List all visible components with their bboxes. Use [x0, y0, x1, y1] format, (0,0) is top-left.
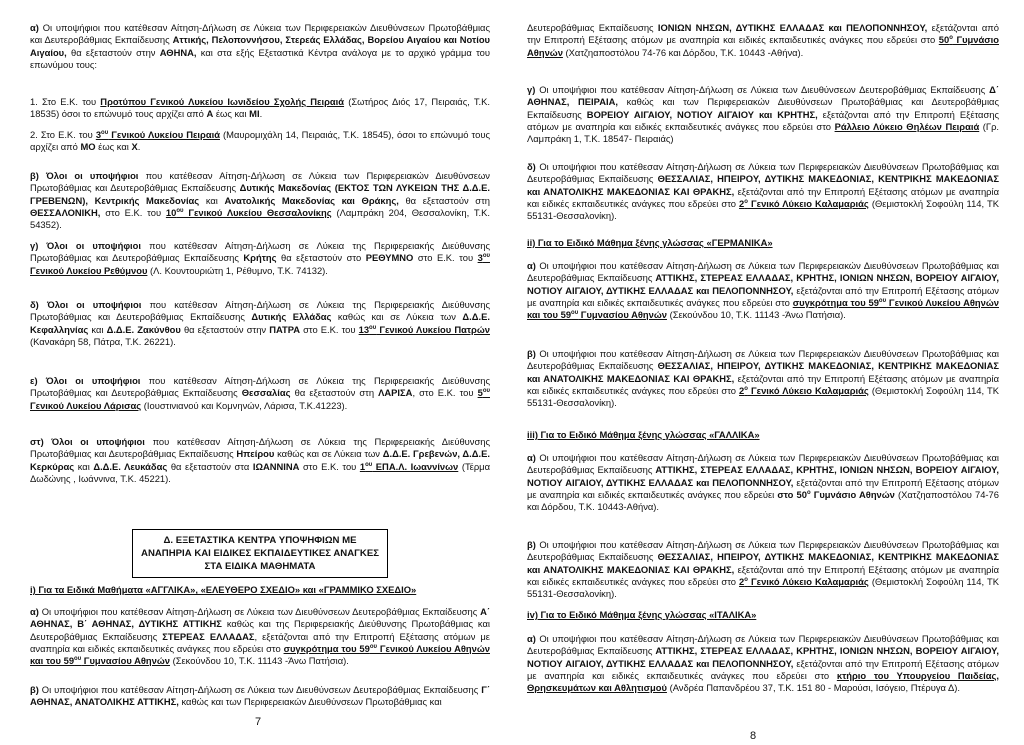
text: εξετάζονται από την Επιτροπή Εξέτασης ατόμων με αναπηρία και ειδικές εκπαιδευτικές ανάγκες που εδρεύει στο	[527, 372, 999, 396]
sub-i-paragraph-a	[30, 606, 490, 667]
text: Γενικό Λύκειο Καλαμαριάς	[747, 197, 869, 209]
bold-text: Δ΄ ΑΘΗΝΑΣ, ΠΕΙΡΑΙΑ,	[527, 84, 999, 108]
text: Γυμνάσιο Αθηνών	[810, 488, 895, 500]
venue-name	[739, 385, 869, 396]
text: συγκρότημα του 59	[283, 642, 370, 654]
text: (Σωτήρος Διός 17, Πειραιάς, Τ.Κ. 18535) όσοι το επώνυμό τους αρχίζει από	[30, 96, 491, 120]
text: 13	[358, 323, 370, 335]
superscript: ου	[369, 643, 377, 650]
text: που κατέθεσαν Αίτηση-Δήλωση σε Λύκεια της Περιφερειακής Διεύθυνσης Πρωτοβάθμιας και Δευτεροβάθμιας Εκπαίδευσης	[30, 240, 490, 264]
bold-text: ΙΟΝΙΩΝ ΝΗΣΩΝ, ΔΥΤΙΚΗΣ ΕΛΛΑΔΑΣ και ΠΕΛΟΠΟΝΝΗΣΟΥ,	[657, 22, 928, 33]
text: καθώς και της Περιφερειακής Διεύθυνσης Πρωτοβάθμιας και Δευτεροβάθμιας Εκπαίδευσης	[30, 618, 490, 642]
text: και στα εξής Εξεταστικά Κέντρα ανάλογα με το αρχικό γράμμα του επωνύμου τους:	[30, 46, 490, 70]
superscript: ου	[101, 129, 109, 136]
paragraph-st-ioannina	[30, 436, 490, 485]
text: (Θεμιστοκλή Σοφούλη 114, ΤΚ 55131-Θεσσαλονίκη).	[527, 575, 999, 600]
superscript: ου	[176, 207, 184, 214]
paragraph-marker: β)	[527, 539, 536, 550]
paragraph-g-piraeus	[527, 84, 999, 145]
paragraph-marker: ε) Όλοι οι υποψήφιοι	[30, 375, 141, 386]
text: θα εξεταστούν στην	[180, 323, 270, 335]
bold-text: ΑΤΤΙΚΗΣ, ΣΤΕΡΕΑΣ ΕΛΛΑΔΑΣ, ΚΡΗΤΗΣ, ΙΟΝΙΩΝ ΝΗΣΩΝ, ΒΟΡΕΙΟΥ ΑΙΓΑΙΟΥ, ΝΟΤΙΟΥ ΑΙΓΑΙΟΥ, ΔΥΤΙΚΗΣ ΕΛΛΑΔΑΣ και ΠΕΛΟΠΟΝΝΗΣΟΥ,	[527, 645, 999, 669]
bold-text: Γ΄ ΑΘΗΝΑΣ, ΑΝΑΤΟΛΙΚΗΣ ΑΤΤΙΚΗΣ,	[30, 684, 490, 708]
text: .	[259, 108, 263, 120]
text: Δευτεροβάθμιας Εκπαίδευσης	[527, 22, 658, 33]
text: 5	[477, 387, 483, 399]
bold-text: Α	[206, 108, 214, 120]
sub-iii-paragraph-b	[527, 539, 999, 600]
section-heading: Δ. ΕΞΕΤΑΣΤΙΚΑ ΚΕΝΤΡΑ ΥΠΟΨΗΦΙΩΝ ΜΕ ΑΝΑΠΗΡΙΑ ΚΑΙ ΕΙΔΙΚΕΣ ΕΚΠΑΙΔΕΥΤΙΚΕΣ ΑΝΑΓΚΕΣ ΣΤΑ ΕΙΔΙΚΑ ΜΑΘΗΜΑΤΑ	[141, 535, 379, 572]
paragraph-marker: δ) Όλοι οι υποψήφιοι	[30, 299, 142, 310]
text: , στο Ε.Κ. του	[412, 387, 478, 399]
text: Γενικού Λυκείου Αθηνών και του 59	[527, 296, 999, 321]
text: (Ιουστινιανού και Κομνηνών, Λάρισα, Τ.Κ.41223).	[141, 399, 348, 411]
text: καθώς και των Περιφερειακών Διευθύνσεων Πρωτοβάθμιας και Δευτεροβάθμιας Εκπαίδευσης	[527, 96, 999, 120]
venue-name	[777, 489, 895, 500]
subsection-title-iv: iv) Για το Ειδικό Μάθημα ξένης γλώσσας «ΙΤΑΛΙΚΑ»	[527, 609, 757, 620]
text: (Λ. Κουντουριώτη 1, Ρέθυμνο, Τ.Κ. 74132).	[147, 264, 328, 276]
bold-text: ΒΟΡΕΙΟΥ ΑΙΓΑΙΟΥ, ΝΟΤΙΟΥ ΑΙΓΑΙΟΥ και ΚΡΗΤΗΣ,	[586, 108, 818, 120]
text: θα εξεταστούν στη	[398, 194, 490, 206]
text: Γενικό Λύκειο Καλαμαριάς	[747, 384, 869, 396]
bold-text: Κρήτης	[243, 252, 277, 264]
paragraph-marker: α)	[30, 22, 39, 33]
text: και	[199, 194, 225, 206]
school-name	[360, 461, 458, 472]
text: που κατέθεσαν Αίτηση-Δήλωση σε Λύκεια της Περιφερειακής Διεύθυνσης Πρωτοβάθμιας και Δευτεροβάθμιας Εκπαίδευσης	[30, 299, 490, 323]
page-number: 8	[750, 730, 757, 742]
bold-text: Δ.Δ.Ε. Γρεβενών, Δ.Δ.Ε. Κερκύρας	[30, 448, 490, 472]
superscript: ου	[878, 297, 887, 304]
text: στο Ε.Κ. του	[100, 206, 166, 218]
text: Οι υποψήφιοι που κατέθεσαν Αίτηση-Δήλωση σε Λύκεια των Διευθύνσεων Δευτεροβάθμιας Εκπαίδευσης	[38, 684, 482, 695]
bold-text: ΣΤΕΡΕΑΣ ΕΛΛΑΔΑΣ	[162, 630, 255, 642]
school-name	[96, 129, 220, 140]
subsection-title-ii: ii) Για το Ειδικό Μάθημα ξένης γλώσσας «ΓΕΡΜΑΝΙΚΑ»	[527, 237, 773, 248]
text: εξετάζονται από την Επιτροπή Εξέτασης ατόμων με αναπηρία και ειδικές εκπαιδευτικές ανάγκες που εδρεύει	[527, 476, 999, 500]
paragraph-b-thessaloniki	[30, 170, 490, 231]
text: , εξετάζονται από την Επιτροπή Εξέτασης ατόμων με αναπηρία και ειδικές εκπαιδευτικές ανάγκες που εδρεύει στο	[30, 630, 490, 654]
text: Γυμνασίου Αθηνών	[578, 309, 667, 321]
paragraph-marker: β)	[527, 348, 536, 359]
sub-iv-paragraph-a	[527, 633, 999, 694]
text: (Σεκούνδου 10, Τ.Κ. 11143 -Άνω Πατήσια).	[666, 309, 846, 321]
continuation-paragraph	[527, 22, 999, 59]
text: και	[74, 460, 94, 472]
text: Γενικό Λύκειο Καλαμαριάς	[747, 575, 869, 587]
venue-name: Ράλλειο Λύκειο Θηλέων Πειραιά	[834, 120, 980, 132]
text: στο Ε.Κ. του	[413, 252, 478, 264]
bold-text: ΑΘΗΝΑ,	[159, 46, 197, 58]
text: στο 50	[777, 488, 807, 500]
bold-text: Δ.Δ.Ε. Κεφαλληνίας	[30, 311, 490, 335]
text: που κατέθεσαν Αίτηση-Δήλωση σε Λύκεια της Περιφερειακής Διεύθυνσης Πρωτοβάθμιας και Δευτεροβάθμιας Εκπαίδευσης	[30, 375, 490, 399]
text: 2	[739, 197, 745, 209]
venue-name	[739, 576, 869, 587]
paragraph-marker: α)	[30, 606, 39, 617]
text: εξετάζονται από την Επιτροπή Εξέτασης ατόμων με αναπηρία και ειδικές εκπαιδευτικές ανάγκες που εδρεύει στο	[527, 563, 999, 587]
text: (Θεμιστοκλή Σοφούλη 114, ΤΚ 55131-Θεσσαλονίκη).	[527, 384, 999, 409]
text: (Τέρμα Δωδώνης , Ιωάννινα, Τ.Κ. 45221).	[30, 460, 490, 484]
text: 50	[938, 34, 950, 46]
bold-text: Ηπείρου	[236, 448, 275, 460]
text: 1	[359, 460, 366, 472]
subsection-title-i: i) Για τα Ειδικά Μαθήματα «ΑΓΓΛΙΚΑ», «ΕΛΕΥΘΕΡΟ ΣΧΕΔΙΟ» και «ΓΡΑΜΜΙΚΟ ΣΧΕΔΙΟ»	[30, 584, 417, 595]
paragraph-marker: α)	[527, 633, 536, 644]
paragraph-marker: α)	[527, 260, 536, 271]
text: (Μαυρομιχάλη 14, Πειραιάς, Τ.Κ. 18545), όσοι το επώνυμό τους αρχίζει από	[30, 129, 490, 153]
text: θα εξεταστούν στο	[276, 252, 366, 264]
bold-text: ΜΙ	[249, 108, 260, 120]
text: συγκρότημα του 59	[792, 296, 879, 308]
text: και	[88, 323, 107, 335]
paragraph-d-patra	[30, 299, 490, 348]
text: 3	[477, 252, 483, 264]
school-name	[166, 207, 332, 218]
superscript: ο	[949, 35, 953, 42]
text: Οι υποψήφιοι που κατέθεσαν Αίτηση-Δήλωση σε Λύκεια των Περιφερειακών Διευθύνσεων Πρωτοβάθμιας και Δευτεροβάθμιας Εκπαίδευσης	[527, 452, 999, 476]
text: Οι υποψήφιοι που κατέθεσαν Αίτηση-Δήλωση σε Λύκεια των Περιφερειακών Διευθύνσεων Πρωτοβάθμιας και Δευτεροβάθμιας Εκπαίδευσης	[527, 348, 999, 372]
paragraph-a-athens	[30, 22, 490, 71]
text: θα εξεταστούν στη	[290, 387, 379, 399]
sub-iii-paragraph-a	[527, 452, 999, 513]
bold-text: ΘΕΣΣΑΛΙΑΣ, ΗΠΕΙΡΟΥ, ΔΥΤΙΚΗΣ ΜΑΚΕΔΟΝΙΑΣ, ΚΕΝΤΡΙΚΗΣ ΜΑΚΕΔΟΝΙΑΣ και ΑΝΑΤΟΛΙΚΗΣ ΜΑΚΕΔΟΝΙΑΣ ΚΑΙ ΘΡΑΚΗΣ,	[527, 360, 1000, 384]
page-right	[512, 0, 1024, 745]
text: Γενικού Λυκείου Αθηνών και του 59	[30, 642, 490, 667]
bold-text: ΘΕΣΣΑΛΙΑΣ, ΗΠΕΙΡΟΥ, ΔΥΤΙΚΗΣ ΜΑΚΕΔΟΝΙΑΣ, ΚΕΝΤΡΙΚΗΣ ΜΑΚΕΔΟΝΙΑΣ και ΑΝΑΤΟΛΙΚΗΣ ΜΑΚΕΔΟΝΙΑΣ ΚΑΙ ΘΡΑΚΗΣ,	[527, 173, 1000, 197]
text: Γενικού Λυκείου Πατρών	[376, 323, 490, 335]
text: Οι υποψήφιοι που κατέθεσαν Αίτηση-Δήλωση σε Λύκεια των Περιφερειακών Διευθύνσεων Πρωτοβάθμιας και Δευτεροβάθμιας Εκπαίδευσης	[527, 633, 999, 657]
text: Γυμνάσιο Αθηνών	[527, 34, 999, 58]
paragraph-g-rethymno	[30, 240, 490, 277]
superscript: ου	[365, 461, 373, 468]
bold-text: ΡΕΘΥΜΝΟ	[365, 252, 414, 264]
text: (Θεμιστοκλή Σοφούλη 114, ΤΚ 55131-Θεσσαλονίκη).	[527, 197, 999, 222]
text: Γενικού Λυκείου Λάρισας	[30, 399, 142, 411]
text: Γενικού Λυκείου Θεσσαλονίκης	[183, 206, 332, 218]
text: καθώς και των Περιφερειακών Διευθύνσεων Πρωτοβάθμιας και	[178, 696, 442, 708]
text: στο Ε.Κ. του	[300, 323, 359, 335]
paragraph-marker: δ)	[527, 161, 536, 172]
text: που κατέθεσαν Αίτηση-Δήλωση σε Λύκεια των Περιφερειακών Διευθύνσεων Πρωτοβάθμιας και Δευτεροβάθμιας Εκπαίδευσης	[30, 170, 490, 194]
text: (Γρ. Λαμπράκη 1, Τ.Κ. 18547- Πειραιάς)	[527, 120, 1000, 145]
paragraph-d-kalamaria	[527, 161, 999, 222]
paragraph-e-larisa	[30, 375, 490, 412]
bold-text: Ανατολικής Μακεδονίας και Θράκης,	[224, 194, 399, 206]
school-name: Προτύπου Γενικού Λυκείου Ιωνιδείου Σχολής Πειραιά	[100, 96, 345, 107]
text: 2	[739, 575, 745, 587]
text: στο Ε.Κ. του	[299, 460, 360, 472]
superscript: ου	[369, 324, 377, 331]
subsection-title-iii: iii) Για το Ειδικό Μάθημα ξένης γλώσσας «ΓΑΛΛΙΚΑ»	[527, 429, 760, 440]
text: εξετάζονται από την Επιτροπή Εξέτασης ατόμων με αναπηρία και ειδικές εκπαιδευτικές ανάγκες που εδρεύει στο	[527, 108, 1000, 132]
item-2-piraeus	[30, 129, 490, 154]
text: Οι υποψήφιοι που κατέθεσαν Αίτηση-Δήλωση σε Λύκεια των Περιφερειακών Διευθύνσεων Πρωτοβάθμιας και Δευτεροβάθμιας Εκπαίδευσης	[527, 260, 999, 284]
text: καθώς και σε Λύκεια των	[331, 311, 463, 323]
bold-text: Χ	[131, 141, 138, 153]
text: εξετάζονται από την Επιτροπή Εξέτασης ατόμων με αναπηρία και ειδικές εκπαιδευτικές ανάγκες που εδρεύει στο	[527, 185, 999, 209]
text: (Ανδρέα Παπανδρέου 37, Τ.Κ. 151 80 - Μαρούσι, Ισόγειο, Πτέρυγα Δ).	[666, 682, 961, 694]
bold-text: ΑΤΤΙΚΗΣ, ΣΤΕΡΕΑΣ ΕΛΛΑΔΑΣ, ΚΡΗΤΗΣ, ΙΟΝΙΩΝ ΝΗΣΩΝ, ΒΟΡΕΙΟΥ ΑΙΓΑΙΟΥ, ΝΟΤΙΟΥ ΑΙΓΑΙΟΥ, ΔΥΤΙΚΗΣ ΕΛΛΑΔΑΣ και ΠΕΛΟΠΟΝΝΗΣΟΥ,	[527, 464, 999, 488]
text: 10	[165, 206, 177, 218]
paragraph-marker: β)	[30, 684, 39, 695]
superscript: ο	[744, 198, 748, 205]
bold-text: Δ.Δ.Ε. Λευκάδας	[93, 460, 168, 472]
sub-i-paragraph-b	[30, 684, 490, 709]
bold-text: ΘΕΣΣΑΛΟΝΙΚΗ,	[30, 206, 101, 218]
school-name	[359, 324, 490, 335]
page-number: 7	[255, 716, 262, 728]
text: ΕΠΑ.Λ. Ιωαννίνων	[372, 460, 459, 472]
bold-text: Αττικής, Πελοποννήσου, Στερεάς Ελλάδας, Βορείου Αιγαίου και Νοτίου Αιγαίου,	[30, 34, 490, 58]
superscript: ο	[744, 576, 748, 583]
text: που κατέθεσαν Αίτηση-Δήλωση σε Λύκεια της Περιφερειακής Διεύθυνσης Πρωτοβάθμιας και Δευτεροβάθμιας Εκπαίδευσης	[30, 436, 490, 460]
text: Οι υποψήφιοι που κατέθεσαν Αίτηση-Δήλωση σε Λύκεια των Περιφερειακών Διευθύνσεων Πρωτοβάθμιας και Δευτεροβάθμιας Εκπαίδευσης	[30, 22, 490, 46]
text: Οι υποψήφιοι που κατέθεσαν Αίτηση-Δήλωση σε Λύκεια των Περιφερειακών Διευθύνσεων Πρωτοβάθμιας και Δευτεροβάθμιας Εκπαίδευσης	[527, 161, 999, 185]
superscript: ο	[806, 489, 811, 496]
paragraph-marker: γ)	[527, 84, 536, 95]
paragraph-marker: α)	[527, 452, 536, 463]
bold-text: ΛΑΡΙΣΑ	[378, 387, 413, 399]
section-heading-box	[132, 529, 388, 578]
paragraph-marker: στ) Όλοι οι υποψήφιοι	[30, 436, 145, 447]
bold-text: ΙΩΑΝΝΙΝΑ	[252, 460, 300, 472]
bold-text: ΠΑΤΡΑ	[269, 323, 301, 335]
text: 2. Στο Ε.Κ. του	[30, 129, 96, 140]
paragraph-marker: γ) Όλοι οι υποψήφιοι	[30, 240, 141, 251]
text: Γυμνασίου Αθηνών	[81, 655, 170, 667]
text: έως και	[95, 141, 132, 153]
sub-ii-paragraph-a	[527, 260, 999, 321]
text: .	[137, 141, 141, 153]
superscript: ου	[482, 388, 490, 395]
text: 2	[739, 384, 745, 396]
bold-text: ΜΟ	[80, 141, 96, 153]
bold-text: Θεσσαλίας	[241, 387, 291, 399]
text: (Λαμπράκη 204, Θεσσαλονίκη, Τ.Κ. 54352).	[30, 206, 491, 231]
text: Οι υποψήφιοι που κατέθεσαν Αίτηση-Δήλωση σε Λύκεια των Διευθύνσεων Δευτεροβάθμιας Εκπαίδευσης	[535, 84, 990, 95]
text: (Κανακάρη 58, Πάτρα, Τ.Κ. 26221).	[30, 335, 176, 347]
bold-text: Δυτικής Μακεδονίας (ΕΚΤΟΣ ΤΩΝ ΛΥΚΕΙΩΝ ΤΗΣ Δ.Δ.Ε. ΓΡΕΒΕΝΩΝ), Κεντρικής Μακεδονίας	[30, 182, 490, 206]
text: Οι υποψήφιοι που κατέθεσαν Αίτηση-Δήλωση σε Λύκεια των Περιφερειακών Διευθύνσεων Πρωτοβάθμιας και Δευτεροβάθμιας Εκπαίδευσης	[527, 539, 999, 563]
sub-ii-paragraph-b	[527, 348, 999, 409]
text: (Χατζηαποστόλου 74-76 και Δόρδου, Τ.Κ. 10443 -Αθήνα).	[562, 46, 804, 58]
text: έως και	[213, 108, 250, 120]
bold-text: Α΄ ΑΘΗΝΑΣ, Β΄ ΑΘΗΝΑΣ, ΔΥΤΙΚΗΣ ΑΤΤΙΚΗΣ	[30, 606, 490, 630]
item-1-piraeus	[30, 96, 490, 121]
superscript: ου	[482, 253, 490, 260]
text: (Σεκούνδου 10, Τ.Κ. 11143 -Άνω Πατήσια).	[169, 655, 349, 667]
text: 3	[95, 129, 102, 140]
text: Οι υποψήφιοι που κατέθεσαν Αίτηση-Δήλωση σε Λύκεια των Διευθύνσεων Δευτεροβάθμιας Εκπαίδευσης	[38, 606, 481, 617]
text: εξετάζονται από την Επιτροπή Εξέτασης ατόμων με αναπηρία και ειδικές εκπαιδευτικές ανάγκες που εδρεύει στο	[527, 657, 999, 681]
venue-name	[739, 198, 869, 209]
text: 1. Στο Ε.Κ. του	[30, 96, 101, 107]
paragraph-marker: β) Όλοι οι υποψήφιοι	[30, 170, 139, 181]
text: Γενικού Λυκείου Ρεθύμνου	[30, 264, 148, 276]
bold-text: Δ.Δ.Ε. Ζακύνθου	[106, 323, 181, 335]
text: Γενικού Λυκείου Πειραιά	[108, 129, 220, 140]
superscript: ου	[571, 310, 579, 317]
superscript: ο	[744, 385, 748, 392]
text: εξετάζονται από την Επιτροπή Εξέτασης ατόμων με αναπηρία και ειδικές εκπαιδευτικές ανάγκες που εδρεύει στο	[527, 284, 999, 308]
text: θα εξεταστούν στα	[167, 460, 253, 472]
bold-text: ΑΤΤΙΚΗΣ, ΣΤΕΡΕΑΣ ΕΛΛΑΔΑΣ, ΚΡΗΤΗΣ, ΙΟΝΙΩΝ ΝΗΣΩΝ, ΒΟΡΕΙΟΥ ΑΙΓΑΙΟΥ, ΝΟΤΙΟΥ ΑΙΓΑΙΟΥ, ΔΥΤΙΚΗΣ ΕΛΛΑΔΑΣ και ΠΕΛΟΠΟΝΝΗΣΟΥ,	[527, 272, 999, 296]
text: (Χατζηαποστόλου 74-76 και Δόρδου, Τ.Κ. 10443-Αθήνα).	[527, 488, 999, 513]
text: καθώς και σε Λύκεια των	[274, 448, 383, 460]
bold-text: Δυτικής Ελλάδας	[251, 311, 332, 323]
superscript: ου	[74, 656, 82, 663]
bold-text: ΘΕΣΣΑΛΙΑΣ, ΗΠΕΙΡΟΥ, ΔΥΤΙΚΗΣ ΜΑΚΕΔΟΝΙΑΣ, ΚΕΝΤΡΙΚΗΣ ΜΑΚΕΔΟΝΙΑΣ και ΑΝΑΤΟΛΙΚΗΣ ΜΑΚΕΔΟΝΙΑΣ ΚΑΙ ΘΡΑΚΗΣ,	[527, 551, 1000, 575]
venue-name: κτήριο του Υπουργείου Παιδείας, Θρησκευμάτων και Αθλητισμού	[527, 669, 1000, 694]
text: θα εξεταστούν στην	[66, 46, 160, 58]
text: εξετάζονται από την Επιτροπή Εξέτασης ατόμων με αναπηρία και ειδικές εκπαιδευτικές ανάγκες που εδρεύει στο	[527, 22, 999, 46]
